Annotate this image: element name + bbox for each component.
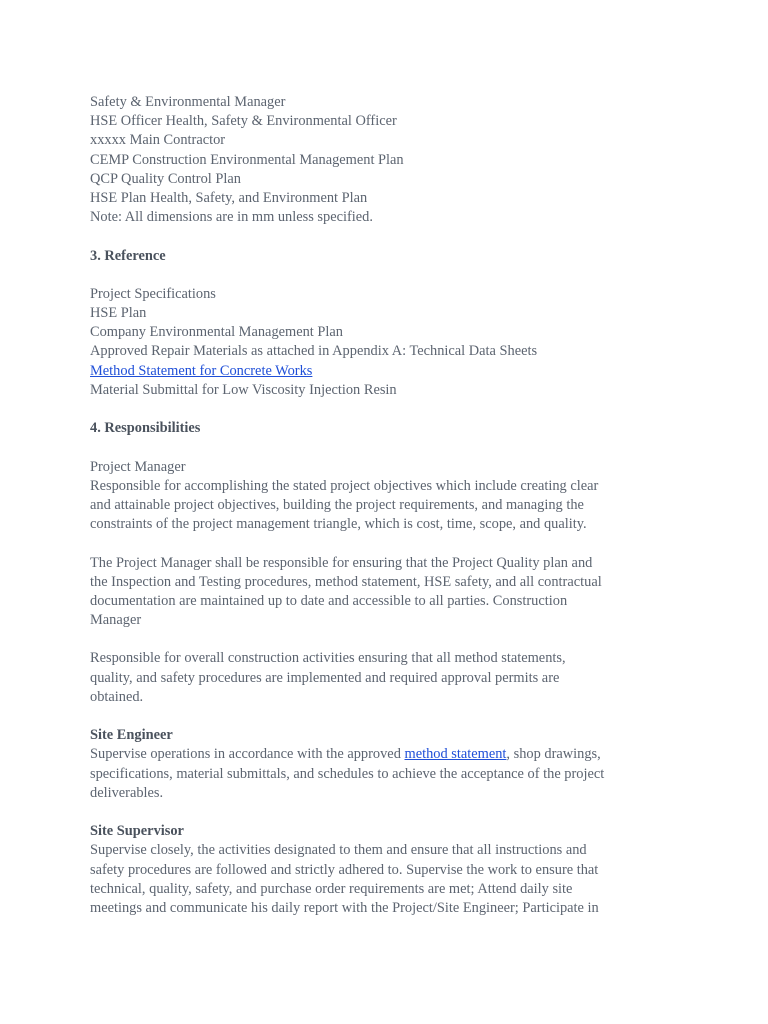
reference-item: Company Environmental Management Plan (90, 324, 343, 341)
abbreviations-list (90, 93, 690, 227)
reference-list (90, 285, 690, 400)
reference-item: HSE Plan (90, 305, 147, 322)
reference-item: Material Submittal for Low Viscosity Injection Resin (90, 381, 397, 398)
paragraph-line: Manager (90, 612, 142, 629)
site-supervisor-section (90, 822, 690, 918)
responsibilities-heading: 4. Responsibilities (90, 420, 201, 437)
paragraph-line: Supervise closely, the activities designated to them and ensure that all instructions and (90, 842, 587, 859)
paragraph-line: technical, quality, safety, and purchase order requirements are met; Attend daily site (90, 880, 573, 897)
paragraph-line: The Project Manager shall be responsible for ensuring that the Project Quality plan and (90, 554, 593, 571)
reference-item: Approved Repair Materials as attached in Appendix A: Technical Data Sheets (90, 343, 538, 360)
paragraph-line: documentation are maintained up to date and accessible to all parties. Construction (90, 592, 568, 609)
abbreviation-item: HSE Officer Health, Safety & Environmental Officer (90, 113, 397, 130)
project-manager-title: Project Manager (90, 458, 186, 475)
paragraph-line (90, 745, 690, 764)
text-run: , shop drawings, (506, 746, 601, 763)
paragraph-line: Responsible for accomplishing the stated project objectives which include creating clear (90, 477, 599, 494)
paragraph-line: specifications, material submittals, and schedules to achieve the acceptance of the project (90, 765, 605, 782)
paragraph-line: and attainable project objectives, building the project requirements, and managing the (90, 496, 584, 513)
paragraph-line: deliverables. (90, 784, 164, 801)
paragraph-line: constraints of the project management triangle, which is cost, time, scope, and quality. (90, 516, 587, 533)
abbreviation-item: xxxxx Main Contractor (90, 132, 226, 149)
paragraph-line: obtained. (90, 688, 144, 705)
paragraph-line: Responsible for overall construction activities ensuring that all method statements, (90, 650, 566, 667)
abbreviation-item: Safety & Environmental Manager (90, 94, 286, 110)
paragraph-line: safety procedures are followed and strictly adhered to. Supervise the work to ensure that (90, 861, 599, 878)
paragraph-line: quality, and safety procedures are implemented and required approval permits are (90, 669, 560, 686)
text-run: Supervise operations in accordance with the approved (90, 746, 405, 763)
abbreviation-item: HSE Plan Health, Safety, and Environment Plan (90, 189, 368, 206)
method-statement-link[interactable]: method statement (404, 746, 507, 763)
abbreviation-item: QCP Quality Control Plan (90, 170, 241, 187)
document-page (90, 93, 690, 918)
reference-heading: 3. Reference (90, 247, 166, 264)
site-engineer-section (90, 726, 690, 803)
abbreviation-item: CEMP Construction Environmental Management Plan (90, 151, 404, 168)
site-supervisor-title: Site Supervisor (90, 823, 184, 840)
project-manager-section (90, 458, 690, 707)
site-engineer-title: Site Engineer (90, 727, 173, 744)
reference-item: Project Specifications (90, 285, 216, 302)
paragraph-line: meetings and communicate his daily report with the Project/Site Engineer; Participate in (90, 899, 599, 916)
paragraph-line: the Inspection and Testing procedures, method statement, HSE safety, and all contractual (90, 573, 602, 590)
dimensions-note: Note: All dimensions are in mm unless specified. (90, 209, 373, 226)
method-statement-concrete-link[interactable]: Method Statement for Concrete Works (90, 362, 313, 379)
